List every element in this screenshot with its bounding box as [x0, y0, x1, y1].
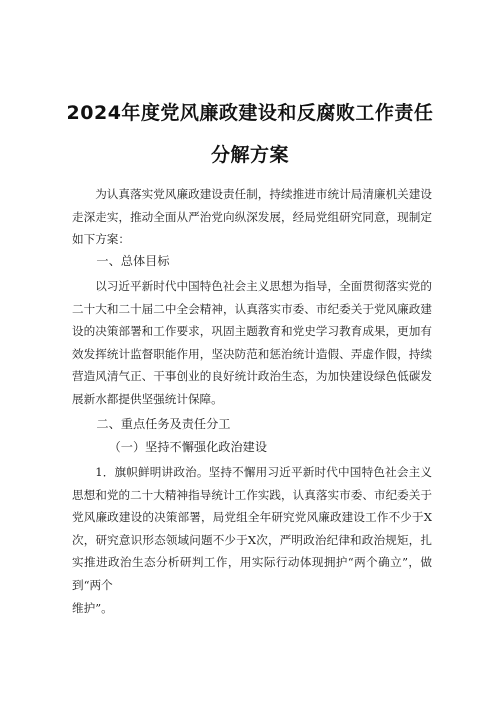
document-title-line1: 2024年度党风廉政建设和反腐败工作责任 [66, 102, 434, 124]
section1-heading-block [72, 250, 432, 273]
intro-paragraph-block [72, 183, 432, 251]
sub1-heading-block [72, 436, 432, 459]
section1-heading: 一、总体目标 [96, 254, 170, 268]
section1-body: 以习近平新时代中国特色社会主义思想为指导，全面贯彻落实党的二十大和二十届二中全会精神，认真落实市委、市纪委关于党风廉政建设的决策部署和工作要求，巩固主题教育和党史学习教育成果，更加有效发挥统计监督职能作用，坚决防范和惩治统计造假、弄虚作假，持续营造风清气正、干事创业的良好统计政治生态，为加快建设绿色低碳发展新水都提供坚强统计保障。 [72, 279, 432, 406]
item1-tail: 维护”。 [72, 601, 113, 615]
document-title-line2: 分解方案 [210, 144, 289, 166]
section1-body-block [72, 275, 432, 410]
item1-body-block [72, 461, 432, 596]
intro-paragraph: 为认真落实党风廉政建设责任制，持续推进市统计局清廉机关建设走深走实，推动全面从严治党向纵深发展，经局党组研究同意，现制定如下方案： [72, 187, 432, 246]
item1-body: 1．旗帜鲜明讲政治。坚持不懈用习近平新时代中国特色社会主义思想和党的二十大精神指导统计工作实践，认真落实市委、市纪委关于党风廉政建设的决策部署，局党组全年研究党风廉政建设工作不少于X次，研究意识形态领域问题不少于X次，严明政治纪律和政治规矩，扎实推进政治生态分析研判工作，用实际行动体现拥护“两个确立”，做到“两个 [72, 465, 432, 592]
item1-tail-block [72, 597, 432, 620]
sub1-heading: （一）坚持不懈强化政治建设 [108, 440, 268, 454]
section2-heading: 二、重点任务及责任分工 [96, 417, 231, 431]
section2-heading-block [72, 413, 432, 436]
